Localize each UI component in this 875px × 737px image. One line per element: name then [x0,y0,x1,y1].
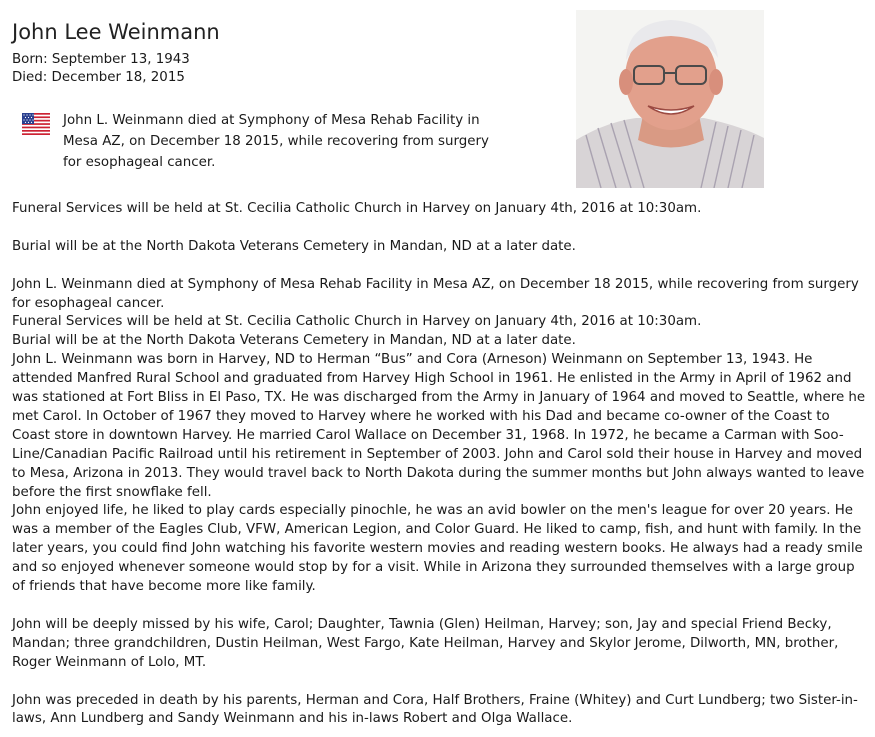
obituary-paragraph: Funeral Services will be held at St. Cecilia Catholic Church in Harvey on January 4th, 2016 at 10:30am. [12,201,702,216]
obituary-paragraph: Funeral Services will be held at St. Cecilia Catholic Church in Harvey on January 4th, 2016 at 10:30am. [12,314,702,330]
obituary-paragraph: John will be deeply missed by his wife, Carol; Daughter, Tawnia (Glen) Heilman, Harvey; son, Jay and special Friend Becky, Mandan; three grandchildren, Dustin Heilman, West Fargo, Kate Heilman, Harvey and Skylor Jerome, Dilworth, MN, brother, Roger Weinmann of Lolo, MT. [12,616,839,670]
obituary-paragraph: John was preceded in death by his parents, Herman and Cora, Half Brothers, Fraine (Whitey) and Curt Lundberg; two Sister-in-laws, Ann Lundberg and Sandy Weinmann and his in-laws Robert and Olga Wallace. [12,692,858,727]
portrait-photo [576,10,764,188]
obituary-paragraph: Burial will be at the North Dakota Veterans Cemetery in Mandan, ND at a later date. [12,238,576,254]
death-date: Died: December 18, 2015 [12,70,185,85]
intro-text: John L. Weinmann died at Symphony of Mesa Rehab Facility in Mesa AZ, on December 18 2015, while recovering from surgery for esophageal cancer. [63,113,489,170]
deceased-name: John Lee Weinmann [12,20,220,44]
birth-date: Born: September 13, 1943 [12,52,190,67]
obituary-paragraph: Burial will be at the North Dakota Veterans Cemetery in Mandan, ND at a later date. [12,333,576,349]
obituary-paragraph: John L. Weinmann was born in Harvey, ND to Herman “Bus” and Cora (Arneson) Weinmann on September 13, 1943. He attended Manfred Rural School and graduated from Harvey High School in 1961. He enlisted in the Army in April of 1962 and was stationed at Fort Bliss in El Paso, TX. He was discharged from the Army in January of 1964 and moved to Seattle, where he met Carol. In October of 1967 they moved to Harvey where he worked with his Dad and became co-owner of the Coast to Coast store in downtown Harvey. He married Carol Wallace on December 31, 1968. In 1972, he became a Carman with Soo-Line/Canadian Pacific Railroad until his retirement in September of 2003. John and Carol sold their house in Harvey and moved to Mesa, Arizona in 2013. They would travel back to North Dakota during the summer months but John always wanted to leave before the first snowflake fell. [12,352,866,500]
obituary-body [12,200,867,729]
obituary-paragraph: John L. Weinmann died at Symphony of Mesa Rehab Facility in Mesa AZ, on December 18 2015, while recovering from surgery for esophageal cancer. [12,276,859,311]
us-flag-icon [21,112,51,136]
obituary-paragraph: John enjoyed life, he liked to play cards especially pinochle, he was an avid bowler on the men's league for over 20 years. He was a member of the Eagles Club, VFW, American Legion, and Color Guard. He liked to camp, fish, and hunt with family. In the later years, you could find John watching his favorite western movies and reading western books. He always had a ready smile and so enjoyed whenever someone would stop by for a visit. While in Arizona they surrounded themselves with a large group of friends that have become more like family. [12,503,863,595]
